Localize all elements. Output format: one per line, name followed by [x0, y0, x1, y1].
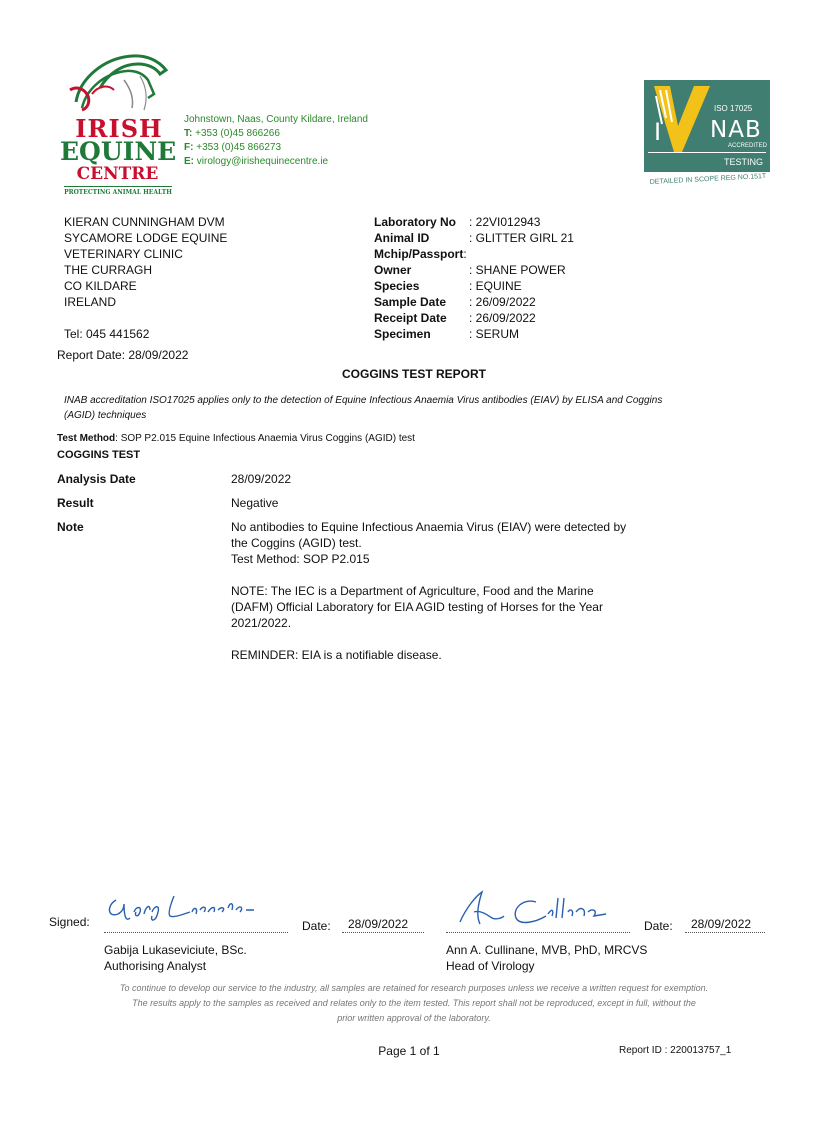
contact-block	[184, 113, 444, 169]
recipient-tel: Tel: 045 441562	[64, 327, 150, 341]
contact-address: Johnstown, Naas, County Kildare, Ireland	[184, 114, 368, 125]
report-title: COGGINS TEST REPORT	[341, 367, 486, 381]
inab-divider	[648, 152, 766, 153]
note-paragraph: NOTE: The IEC is a Department of Agriculture, Food and the Marine (DAFM) Official Laboratory for EIA AGID testing of Horses for the Year 2021/2022.	[231, 584, 603, 630]
footer-results-note: The results apply to the samples as received and relates only to the item tested. This report shall not be reproduced, except in full, without the prior written approval of the laboratory.	[132, 998, 696, 1023]
note-paragraph: REMINDER: EIA is a notifiable disease.	[231, 648, 442, 662]
lab-info-row: Specimen : SERUM	[374, 327, 520, 341]
contact-fax: F: +353 (0)45 866273	[184, 142, 282, 153]
test-method: Test Method: SOP P2.015 Equine Infectious Anaemia Virus Coggins (AGID) test	[57, 433, 415, 444]
inab-iso: ISO 17025	[714, 104, 753, 113]
right-signature-icon	[446, 888, 616, 930]
page-number: Page 1 of 1	[378, 1044, 440, 1058]
logo-tagline: PROTECTING ANIMAL HEALTH	[64, 189, 172, 196]
horse-head-icon	[62, 50, 174, 116]
left-date: 28/09/2022	[342, 916, 424, 933]
report-date: Report Date: 28/09/2022	[57, 348, 189, 362]
section-title: COGGINS TEST	[57, 449, 141, 461]
report-id: Report ID : 220013757_1	[619, 1045, 732, 1056]
left-signer-name: Gabija Lukaseviciute, BSc.	[104, 943, 247, 957]
logo-centre: CENTRE	[76, 164, 159, 184]
note-paragraph: Test Method: SOP P2.015	[231, 552, 370, 566]
right-signer-title: Head of Virology	[446, 959, 535, 973]
right-signer-name: Ann A. Cullinane, MVB, PhD, MRCVS	[446, 943, 648, 957]
inab-testing: TESTING	[724, 157, 764, 167]
logo-equine: EQUINE	[60, 137, 177, 166]
lab-info-row: Species : EQUINE	[374, 279, 522, 293]
lab-info-row: Laboratory No : 22VI012943	[374, 215, 541, 229]
recipient-line: THE CURRAGH	[64, 263, 153, 277]
lab-info-row: Sample Date : 26/09/2022	[374, 295, 536, 309]
lab-info-row: Mchip/Passport :	[374, 247, 467, 261]
inab-scope: DETAILED IN SCOPE REG NO.151T	[649, 172, 767, 187]
right-date-label: Date:	[644, 919, 673, 933]
logo-divider	[64, 186, 172, 187]
inab-accredited: ACCREDITED	[728, 143, 768, 149]
inab-nab: NAB	[710, 117, 762, 143]
left-signer-title: Authorising Analyst	[104, 959, 207, 973]
inab-logo	[644, 80, 770, 190]
analysis-date-row: Analysis Date 28/09/2022	[57, 472, 292, 486]
result-row: Result Negative	[57, 496, 279, 510]
left-date-label: Date:	[302, 919, 331, 933]
lab-info-row: Animal ID : GLITTER GIRL 21	[374, 231, 574, 245]
note-paragraph: No antibodies to Equine Infectious Anaemia Virus (EIAV) were detected by the Coggins (AGID) test.	[231, 520, 627, 550]
recipient-line: KIERAN CUNNINGHAM DVM	[64, 215, 225, 229]
footer-retention-note: To continue to develop our service to the industry, all samples are retained for research purposes unless we receive a written request for exemption.	[119, 983, 709, 993]
left-signature-icon	[104, 888, 264, 928]
right-date: 28/09/2022	[685, 916, 765, 933]
contact-phone: T: +353 (0)45 866266	[184, 128, 280, 139]
logo-irish: IRISH	[75, 114, 163, 143]
lab-info-row: Owner : SHANE POWER	[374, 263, 566, 277]
lab-info-row: Receipt Date : 26/09/2022	[374, 311, 536, 325]
recipient-line: SYCAMORE LODGE EQUINE	[64, 231, 228, 245]
recipient-line: IRELAND	[64, 295, 117, 309]
inab-i: I	[654, 118, 662, 146]
note-body	[231, 519, 631, 663]
left-signature-line	[104, 888, 288, 933]
contact-email[interactable]: E: virology@irishequinecentre.ie	[184, 156, 329, 167]
iec-logo	[60, 50, 175, 202]
right-signature-line	[446, 888, 630, 933]
recipient-line: CO KILDARE	[64, 279, 137, 293]
footer-note	[84, 981, 744, 1026]
recipient-address	[64, 214, 344, 310]
note-label: Note	[57, 520, 84, 534]
recipient-line: VETERINARY CLINIC	[64, 247, 183, 261]
lab-info-table	[374, 214, 634, 342]
result-value: Negative	[231, 496, 279, 510]
signed-label: Signed:	[49, 915, 90, 929]
accreditation-note: INAB accreditation ISO17025 applies only to the detection of Equine Infectious Anaemia Virus antibodies (EIAV) by ELISA and Coggins (AGID) techniques	[64, 395, 663, 421]
